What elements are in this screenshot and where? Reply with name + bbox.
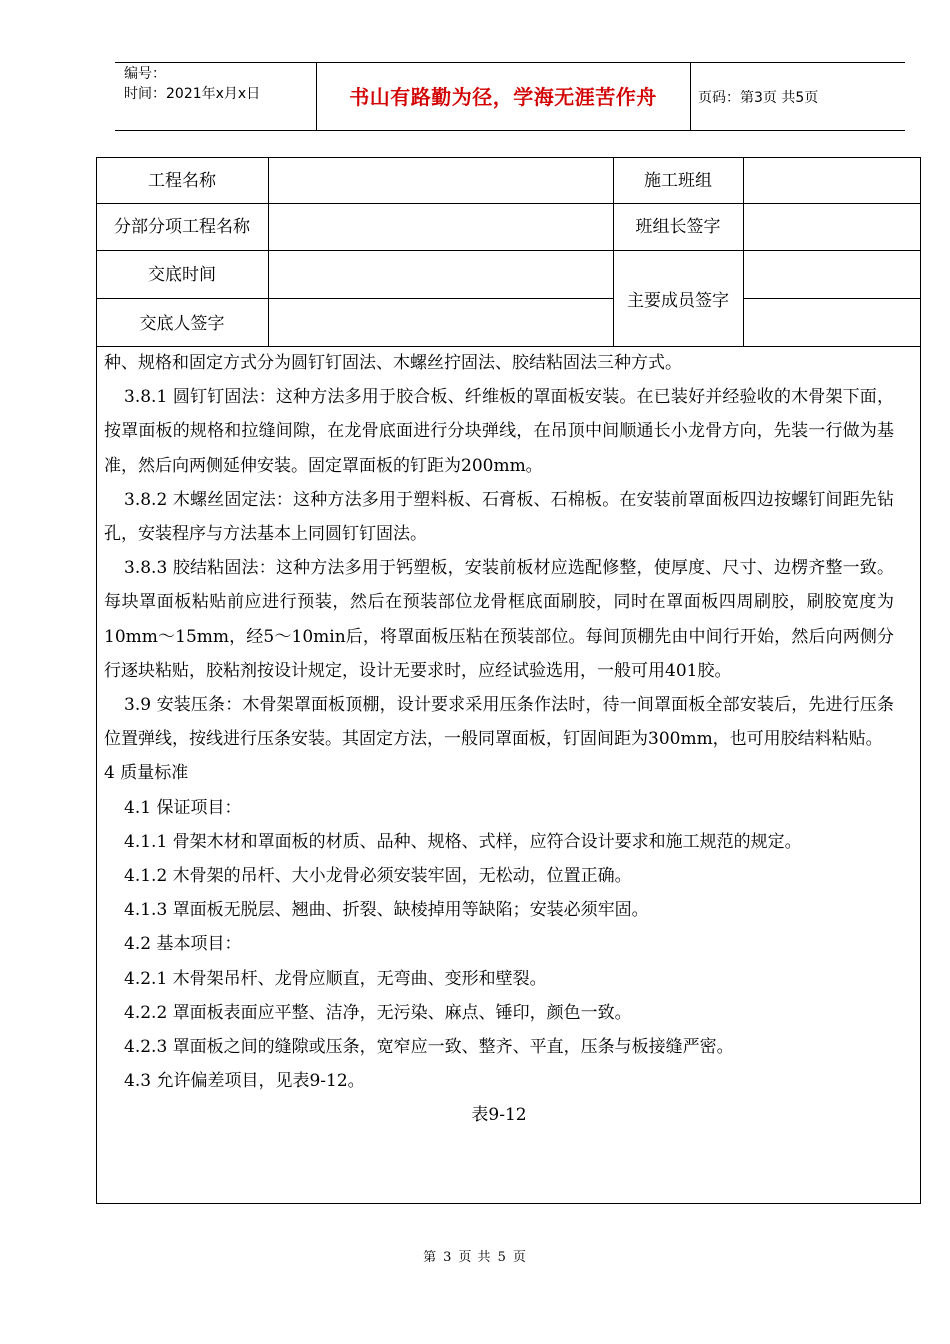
- footer-prefix: 第: [423, 1250, 438, 1265]
- paragraph: 种、规格和固定方式分为圆钉钉固法、木螺丝拧固法、胶结粘固法三种方式。: [104, 353, 682, 373]
- paragraph: 3.8.3 胶结粘固法：这种方法多用于钙塑板，安装前板材应选配修整，使厚度、尺寸、边楞齐整一致。每块罩面板粘贴前应进行预装，然后在预装部位龙骨框底面刷胶，同时在罩面板四周刷胶，刷胶宽度为10mm～15mm，经5～10min后，将罩面板压粘在预装部位。每间顶棚先由中间行开始，然后向两侧分行逐块粘贴，胶粘剂按设计规定，设计无要求时，应经试验选用，一般可用401胶。: [104, 558, 894, 681]
- project-name-label: 工程名称: [148, 171, 216, 191]
- paragraph: 4.3 允许偏差项目，见表9-12。: [124, 1071, 365, 1092]
- briefer-sign-label: 交底人签字: [139, 314, 225, 334]
- document-time-label: 时间：2021年x月x日: [124, 86, 261, 102]
- paragraph: 4.2.2 罩面板表面应平整、洁净，无污染、麻点、锤印，颜色一致。: [124, 1002, 632, 1023]
- footer-mid: 页 共: [458, 1250, 492, 1265]
- table-caption: 表9-12: [471, 1105, 527, 1126]
- paragraph: 4.1 保证项目：: [124, 797, 242, 818]
- header-page-label: 页码：第3页 共5页: [698, 90, 819, 106]
- table-col-line: [743, 157, 744, 346]
- header-meta: [124, 64, 260, 104]
- footer-suffix: 页: [512, 1250, 527, 1265]
- table-row-line: [96, 298, 614, 299]
- header-bottom-rule: [115, 130, 905, 131]
- main-members-sign-label: 主要成员签字: [627, 291, 729, 311]
- team-label: 施工班组: [644, 171, 712, 191]
- page-footer: [0, 1246, 950, 1265]
- paragraph: 4.2.1 木骨架吊杆、龙骨应顺直，无弯曲、变形和壁裂。: [124, 968, 547, 989]
- sub-project-name-label: 分部分项工程名称: [114, 217, 250, 237]
- paragraph: 4.1.2 木骨架的吊杆、大小龙骨必须安装牢固，无松动，位置正确。: [124, 866, 632, 887]
- footer-page-number: 3: [443, 1250, 453, 1265]
- header-top-rule: [115, 62, 905, 63]
- table-row-line: [96, 250, 921, 251]
- paragraph: 3.8.2 木螺丝固定法：这种方法多用于塑料板、石膏板、石棉板。在安装前罩面板四边按螺钉间距先钻孔，安装程序与方法基本上同圆钉钉固法。: [104, 489, 894, 545]
- paragraph: 4.1.3 罩面板无脱层、翘曲、折裂、缺棱掉用等缺陷；安装必须牢固。: [124, 900, 649, 921]
- header-divider-2: [690, 62, 691, 130]
- paragraph: 4.2.3 罩面板之间的缝隙或压条，宽窄应一致、整齐、平直，压条与板接缝严密。: [124, 1037, 734, 1058]
- footer-total-pages: 5: [497, 1250, 507, 1265]
- section-heading: 4 质量标准: [104, 763, 189, 784]
- table-col-line: [268, 157, 269, 346]
- table-row-line: [743, 298, 921, 299]
- paragraph: 3.9 安装压条：木骨架罩面板顶棚，设计要求采用压条作法时，待一间罩面板全部安装后，先进行压条位置弹线，按线进行压条安装。其固定方法，一般同罩面板，钉固间距为300mm，也可用胶结料粘贴。: [104, 695, 894, 750]
- table-row-line: [96, 203, 921, 204]
- document-number-label: 编号：: [124, 66, 166, 82]
- team-leader-sign-label: 班组长签字: [635, 217, 721, 237]
- paragraph: 4.2 基本项目：: [124, 934, 242, 955]
- briefing-time-label: 交底时间: [148, 265, 216, 285]
- paragraph: 3.8.1 圆钉钉固法：这种方法多用于胶合板、纤维板的罩面板安装。在已装好并经验收的木骨架下面，按罩面板的规格和拉缝间隙，在龙骨底面进行分块弹线，在吊顶中间顺通长小龙骨方向，先装一行做为基准，然后向两侧延伸安装。固定罩面板的钉距为200mm。: [104, 387, 894, 476]
- paragraph: 4.1.1 骨架木材和罩面板的材质、品种、规格、式样，应符合设计要求和施工规范的规定。: [124, 831, 802, 852]
- header-motto: 书山有路勤为径，学海无涯苦作舟: [349, 85, 657, 109]
- document-body: [104, 346, 894, 1133]
